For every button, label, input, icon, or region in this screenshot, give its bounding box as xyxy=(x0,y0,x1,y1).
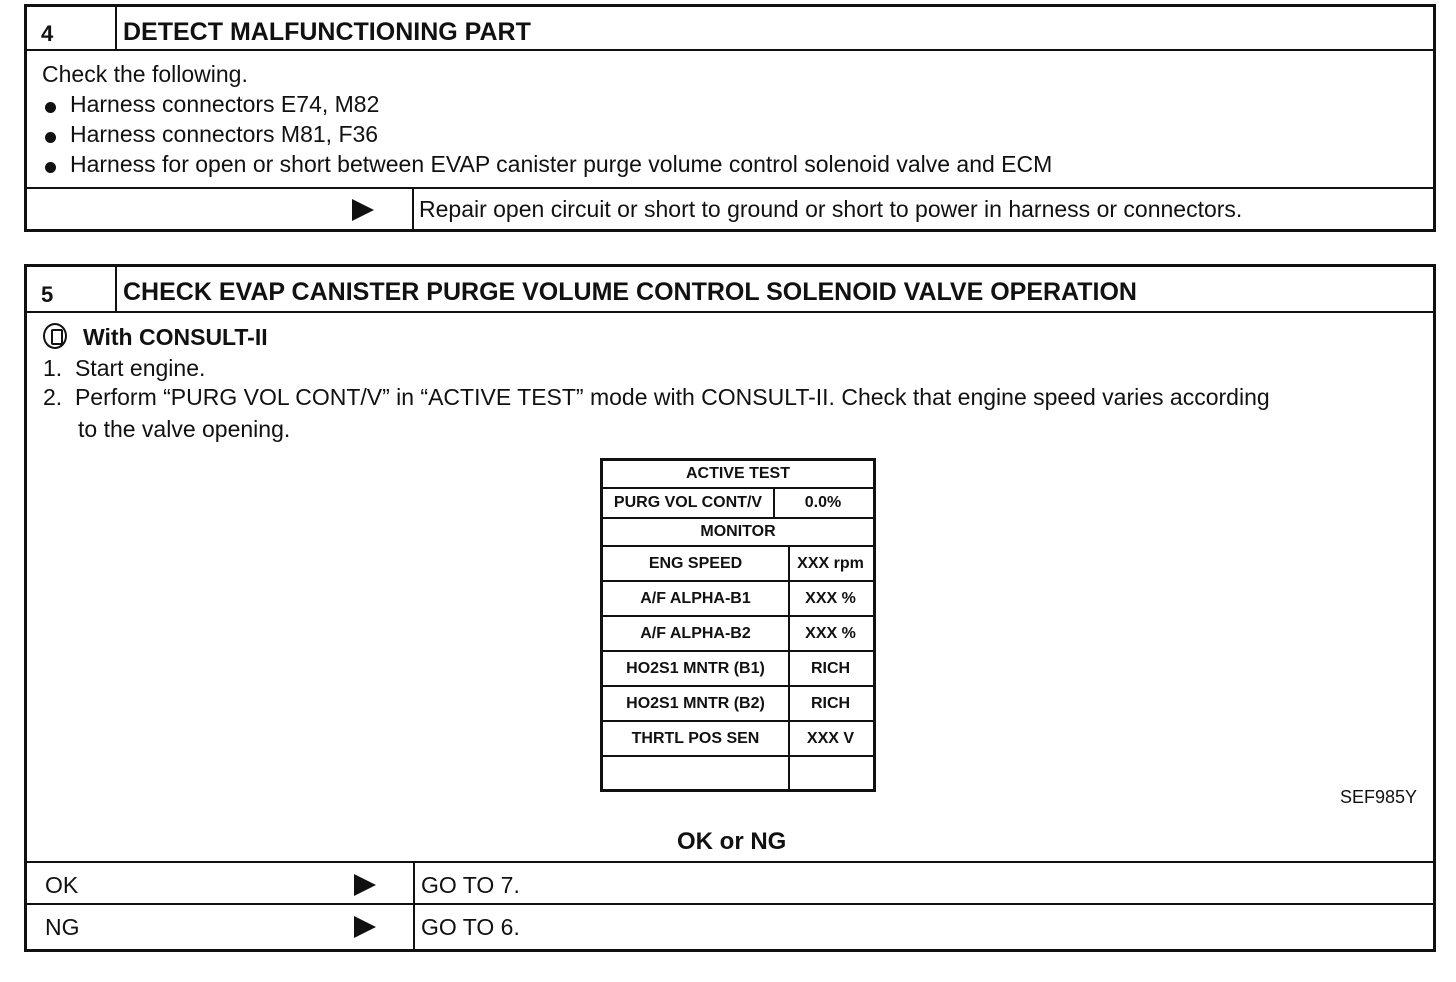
table-row xyxy=(603,582,873,617)
procedure-step: 1. Start engine. xyxy=(43,355,206,381)
with-consult-label: With CONSULT-II xyxy=(83,324,268,350)
table-row xyxy=(603,489,873,519)
step-4-body xyxy=(27,51,1433,189)
monitor-label: HO2S1 MNTR (B1) xyxy=(626,659,765,677)
test-item-value: 0.0% xyxy=(804,494,842,511)
bullet-icon xyxy=(45,162,56,173)
step-4-box xyxy=(24,4,1436,232)
monitor-label: A/F ALPHA-B1 xyxy=(640,589,751,607)
step-number: 4 xyxy=(41,21,54,46)
outcome-action: GO TO 7. xyxy=(421,872,520,898)
step-4-header xyxy=(27,7,1433,51)
monitor-label: A/F ALPHA-B2 xyxy=(640,624,751,642)
monitor-value: XXX % xyxy=(805,589,856,607)
step-title: DETECT MALFUNCTIONING PART xyxy=(123,18,531,46)
table-row-empty xyxy=(603,757,873,789)
procedure-step: 2. Perform “PURG VOL CONT/V” in “ACTIVE TEST” mode with CONSULT-II. Check that engine speed varies according xyxy=(43,384,1270,410)
outcome-action: GO TO 6. xyxy=(421,914,520,940)
arrow-right-icon xyxy=(354,916,376,938)
monitor-value: XXX V xyxy=(806,729,855,747)
monitor-label: ENG SPEED xyxy=(648,554,743,572)
consult-active-test-table xyxy=(600,458,876,792)
procedure-step-continued: to the valve opening. xyxy=(78,416,291,442)
step-title: CHECK EVAP CANISTER PURGE VOLUME CONTROL SOLENOID VALVE OPERATION xyxy=(123,278,1137,306)
table-row xyxy=(603,722,873,757)
active-test-header: ACTIVE TEST xyxy=(685,465,790,482)
bullet-item: Harness connectors M81, F36 xyxy=(70,121,379,147)
table-header-row xyxy=(603,519,873,547)
table-row xyxy=(603,687,873,722)
monitor-value: XXX % xyxy=(805,624,856,642)
step-4-result-row xyxy=(27,189,1433,229)
monitor-value: XXX rpm xyxy=(797,554,864,572)
monitor-value: RICH xyxy=(810,694,851,712)
consult-icon xyxy=(43,323,67,349)
result-text: Repair open circuit or short to ground or short to power in harness or connectors. xyxy=(419,196,1243,222)
bullet-item: Harness connectors E74, M82 xyxy=(70,91,380,117)
arrow-right-icon xyxy=(352,199,374,221)
table-row xyxy=(603,547,873,582)
monitor-label: HO2S1 MNTR (B2) xyxy=(626,694,765,712)
bullet-icon xyxy=(45,132,56,143)
table-row xyxy=(603,652,873,687)
table-row xyxy=(603,617,873,652)
outcome-row-ok xyxy=(27,861,1433,905)
bullet-icon xyxy=(45,102,56,113)
intro-text: Check the following. xyxy=(42,61,248,87)
step-number: 5 xyxy=(41,282,54,307)
bullet-item: Harness for open or short between EVAP canister purge volume control solenoid valve and ECM xyxy=(70,151,1053,177)
figure-id: SEF985Y xyxy=(1340,787,1418,807)
step-5-header xyxy=(27,267,1433,313)
monitor-header: MONITOR xyxy=(700,523,776,540)
monitor-value: RICH xyxy=(810,659,851,677)
arrow-right-icon xyxy=(354,874,376,896)
monitor-label: THRTL POS SEN xyxy=(631,729,760,747)
outcome-label: NG xyxy=(45,914,80,940)
ok-or-ng-question: OK or NG xyxy=(677,828,787,855)
outcome-label: OK xyxy=(45,872,79,898)
outcome-row-ng xyxy=(27,905,1433,949)
table-header-row xyxy=(603,461,873,489)
test-item-label: PURG VOL CONT/V xyxy=(613,494,763,511)
